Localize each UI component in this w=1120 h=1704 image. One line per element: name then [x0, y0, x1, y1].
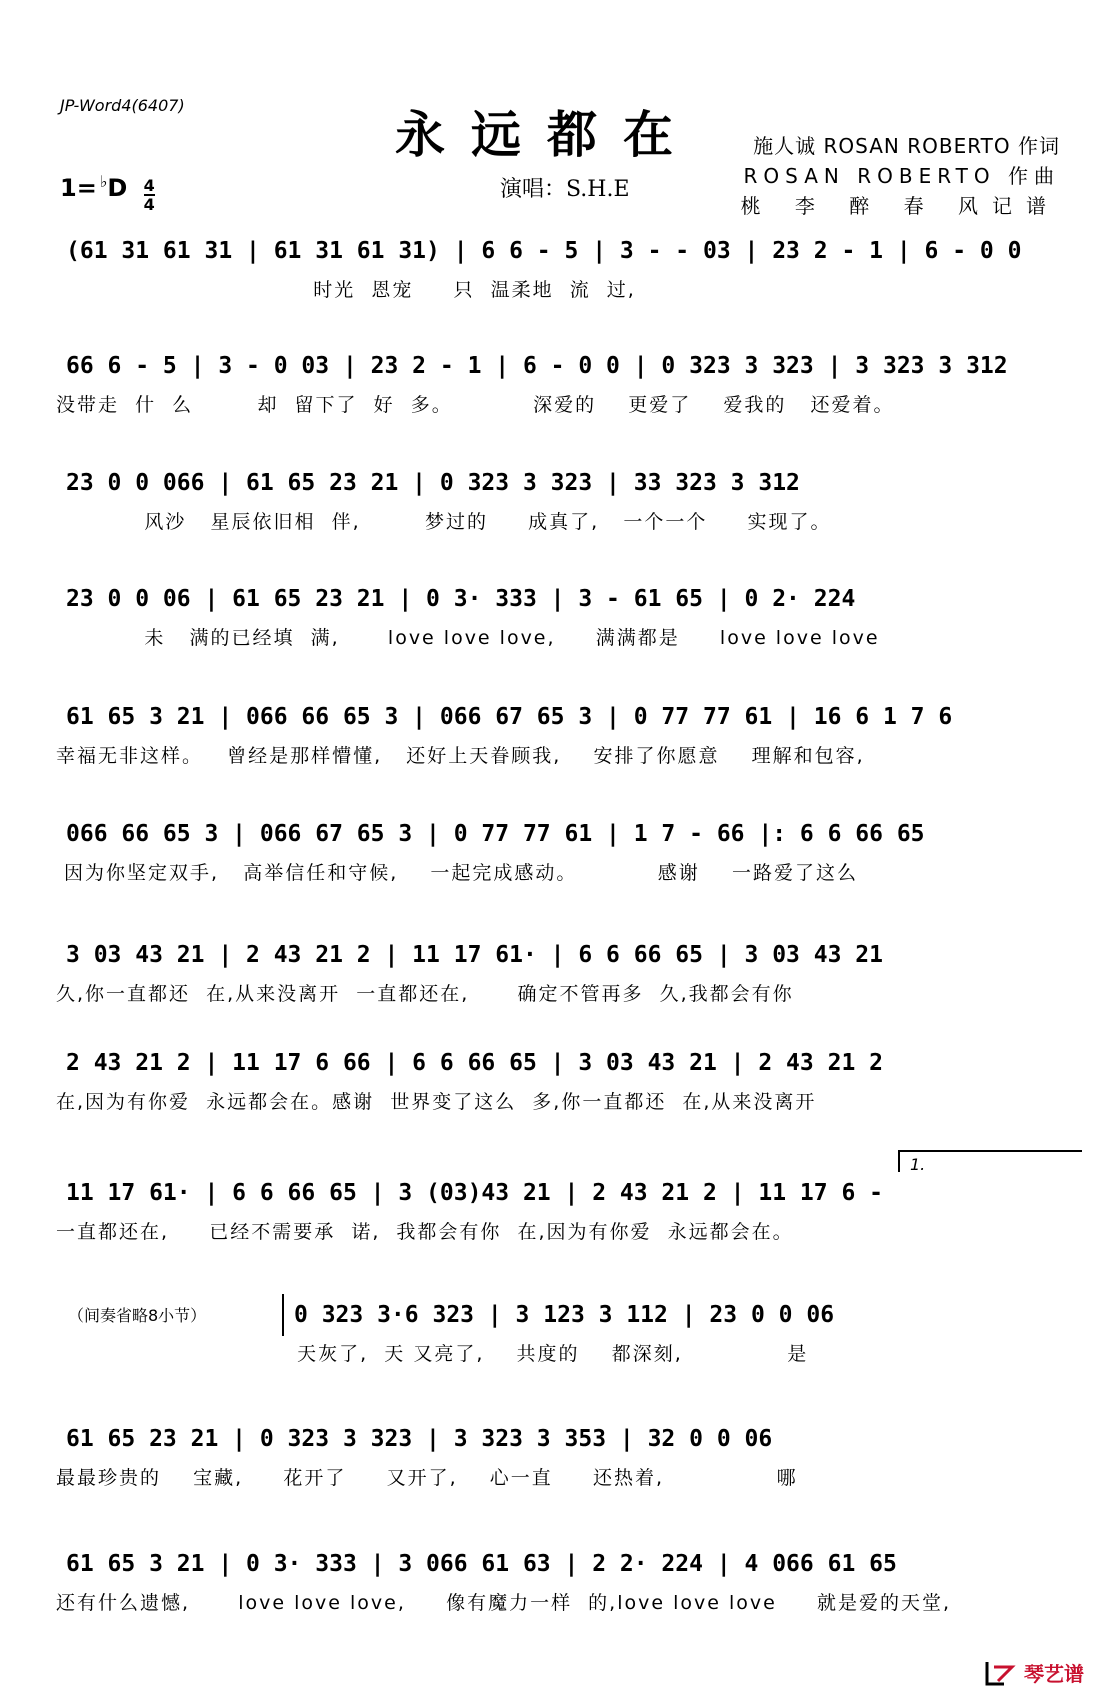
singer-credit: 演唱：S.H.E [500, 177, 630, 202]
notes-line: 23 0 0 066 | 61 65 23 21 | 0 323 3 323 | 33 323 3 312 [66, 470, 800, 496]
notes-line: 0 323 3·6 323 | 3 123 3 112 | 23 0 0 06 [282, 1294, 1070, 1336]
notes-line: 61 65 23 21 | 0 323 3 323 | 3 323 3 353 | 32 0 0 06 [66, 1426, 773, 1452]
lyrics-line: 久,你一直都还 在,从来没离开 一直都还在, 确定不管再多 久,我都会有你 [56, 983, 794, 1005]
notes-line: 2 43 21 2 | 11 17 6 66 | 6 6 66 65 | 3 03 43 21 | 2 43 21 2 [66, 1050, 883, 1076]
lyrics-line: 时光 恩宠 只 温柔地 流 过, [56, 279, 636, 301]
watermark [984, 1658, 1084, 1687]
song-title: 永远都在 [395, 105, 699, 164]
lyrics-line: 还有什么遗憾, love love love, 像有魔力一样 的,love love love 就是爱的天堂, [56, 1592, 952, 1614]
score-system [56, 1543, 1070, 1621]
score-system [56, 1418, 1070, 1496]
time-signature [144, 177, 155, 213]
volta-bracket: 1. [898, 1150, 1082, 1172]
composer-credit: ROSAN ROBERTO 作曲 [743, 164, 1060, 188]
lyrics-line: 风沙 星辰依旧相 伴, 梦过的 成真了, 一个一个 实现了。 [56, 511, 832, 533]
lyrics-line: 在,因为有你爱 永远都会在。感谢 世界变了这么 多,你一直都还 在,从来没离开 [56, 1091, 817, 1113]
score-system [56, 230, 1070, 308]
score-system-lyrics [56, 1336, 1070, 1372]
lyrics-line: 没带走 什 么 却 留下了 好 多。 深爱的 更爱了 爱我的 还爱着。 [56, 394, 895, 416]
notes-line: 61 65 3 21 | 0 3· 333 | 3 066 61 63 | 2 2· 224 | 4 066 61 65 [66, 1551, 897, 1577]
interlude-note: （间奏省略8小节） [68, 1306, 207, 1325]
notes-line: 66 6 - 5 | 3 - 0 03 | 23 2 - 1 | 6 - 0 0 | 0 323 3 323 | 3 323 3 312 [66, 353, 1008, 379]
lyricist-credit: 施人诚 ROSAN ROBERTO 作词 [753, 134, 1060, 158]
score-system [56, 813, 1070, 891]
key-prefix: 1= [60, 174, 97, 202]
lyrics-line: 一直都还在, 已经不需要承 诺, 我都会有你 在,因为有你爱 永远都会在。 [56, 1221, 794, 1243]
notes-line: 23 0 0 06 | 61 65 23 21 | 0 3· 333 | 3 - 61 65 | 0 2· 224 [66, 586, 856, 612]
score-system [56, 1172, 1070, 1250]
score-system [56, 462, 1070, 540]
lyrics-line: 最最珍贵的 宝藏, 花开了 又开了, 心一直 还热着, 哪 [56, 1467, 798, 1489]
software-tag: JP-Word4(6407) [60, 96, 185, 115]
meter-bottom: 4 [143, 195, 155, 214]
lyrics-line: 因为你坚定双手, 高举信任和守候, 一起完成感动。 感谢 一路爱了这么 [56, 862, 858, 884]
transcriber-credit: 桃 李 醉 春 风记谱 [740, 194, 1060, 218]
score-system [282, 1294, 1070, 1336]
meter-top: 4 [143, 176, 155, 195]
notes-line: 61 65 3 21 | 066 66 65 3 | 066 67 65 3 | 0 77 77 61 | 16 6 1 7 6 [66, 704, 953, 730]
score-system [56, 934, 1070, 1012]
key-note: D [107, 174, 128, 202]
notes-line: 3 03 43 21 | 2 43 21 2 | 11 17 61· | 6 6 66 65 | 3 03 43 21 [66, 942, 883, 968]
lyrics-line: 天灰了, 天 又亮了, 共度的 都深刻, 是 [56, 1343, 809, 1365]
lyrics-line: 幸福无非这样。 曾经是那样懵懂, 还好上天眷顾我, 安排了你愿意 理解和包容, [56, 745, 865, 767]
watermark-text: 琴艺谱 [1024, 1662, 1084, 1686]
qinyipu-logo-icon [984, 1659, 1018, 1687]
score-system [56, 1042, 1070, 1120]
notes-line: (61 31 61 31 | 61 31 61 31) | 6 6 - 5 | 3 - - 03 | 23 2 - 1 | 6 - 0 0 [66, 238, 1022, 264]
notes-line: 11 17 61· | 6 6 66 65 | 3 (03)43 21 | 2 43 21 2 | 11 17 6 - [66, 1180, 883, 1206]
lyrics-line: 未 满的已经填 满, love love love, 满满都是 love love love [56, 627, 880, 649]
notes-line: 066 66 65 3 | 066 67 65 3 | 0 77 77 61 | 1 7 - 66 |: 6 6 66 65 [66, 821, 925, 847]
flat-sign: ♭ [99, 172, 108, 191]
score-system [56, 345, 1070, 423]
key-signature [60, 172, 155, 213]
score-system [56, 696, 1070, 774]
score-system [56, 578, 1070, 656]
